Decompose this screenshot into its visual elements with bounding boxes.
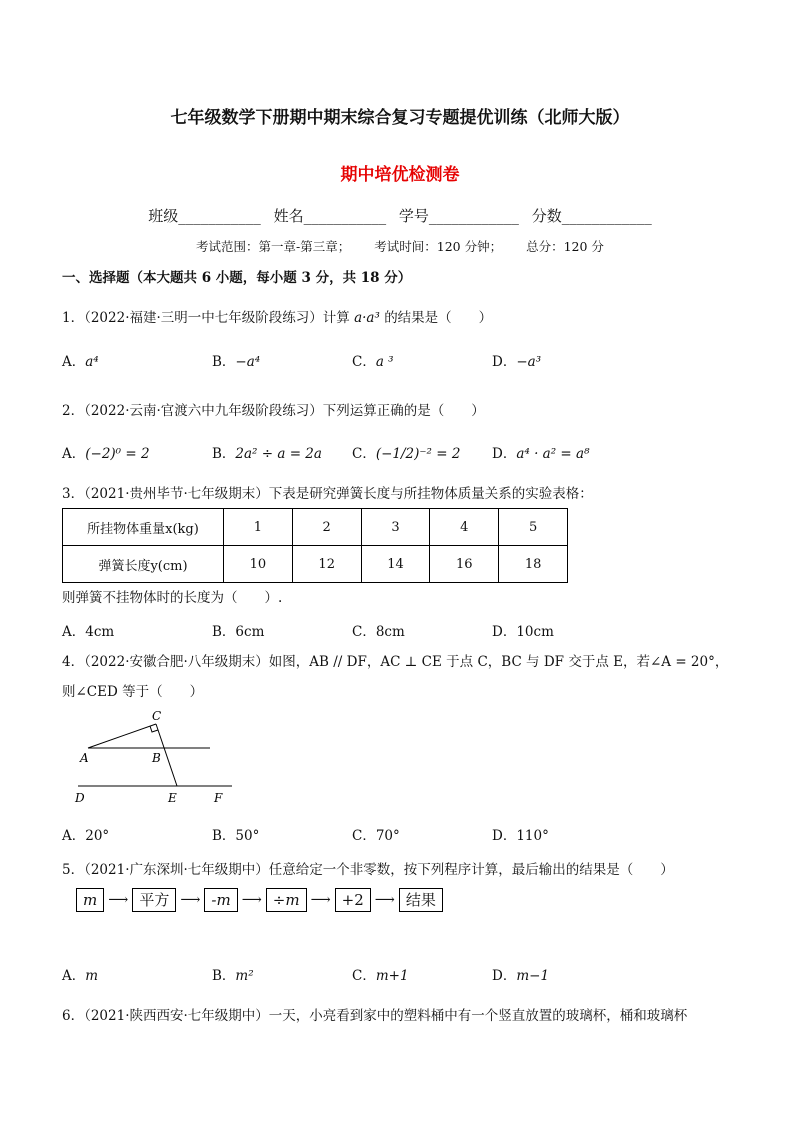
- question-2: 2．（2022·云南·官渡六中九年级阶段练习）下列运算正确的是（ ）: [62, 403, 485, 419]
- q1-option-b[interactable]: [212, 350, 260, 370]
- student-info-line: [0, 205, 800, 226]
- arrow-right-icon: ⟶: [374, 892, 395, 908]
- label-d: D: [75, 791, 85, 805]
- option-value: −a⁴: [235, 354, 261, 370]
- q3-option-d[interactable]: D．10cm: [492, 624, 554, 640]
- option-letter: C．: [352, 968, 376, 984]
- arrow-right-icon: ⟶: [241, 892, 262, 908]
- flow-step: +2: [335, 888, 371, 912]
- option-letter: B．: [212, 354, 236, 370]
- table-cell: 18: [499, 546, 568, 583]
- table-cell: 2: [292, 509, 361, 546]
- table-cell: 12: [292, 546, 361, 583]
- option-letter: D．: [492, 446, 517, 462]
- q5-option-b[interactable]: [212, 964, 254, 984]
- option-value: 2a² ÷ a = 2a: [235, 446, 322, 462]
- label-e: E: [168, 791, 177, 805]
- q5-option-d[interactable]: [492, 964, 549, 984]
- q1-expression: a·a³: [354, 310, 380, 326]
- q1-stem-a: 1．（2022·福建·三明一中七年级阶段练习）计算: [62, 310, 350, 326]
- q2-option-d[interactable]: [492, 442, 589, 462]
- exam-total: 总分：120 分: [526, 239, 604, 254]
- flow-step: -m: [204, 888, 237, 912]
- flow-step: ÷m: [266, 888, 307, 912]
- arrow-right-icon: ⟶: [310, 892, 331, 908]
- exam-scope: 考试范围：第一章-第三章；: [196, 239, 351, 254]
- flow-step: 平方: [132, 888, 176, 912]
- table-row: [63, 509, 568, 546]
- question-3: 3．（2021·贵州毕节·七年级期末）下表是研究弹簧长度与所挂物体质量关系的实验表格：: [62, 486, 593, 502]
- section-heading: 一、选择题（本大题共 6 小题，每小题 3 分，共 18 分）: [62, 270, 412, 286]
- question-6: 6．（2021·陕西西安·七年级期中）一天，小亮看到家中的塑料桶中有一个竖直放置的玻璃杯，桶和玻璃杯: [62, 1008, 688, 1024]
- table-row: [63, 546, 568, 583]
- document-subtitle: 期中培优检测卷: [340, 165, 460, 185]
- flow-step: m: [76, 888, 104, 912]
- table-cell: 1: [224, 509, 293, 546]
- option-value: (−2)⁰ = 2: [85, 446, 150, 462]
- score-field: 分数____________: [531, 207, 652, 225]
- q1-option-d[interactable]: [492, 350, 541, 370]
- option-value: m²: [235, 968, 254, 984]
- name-field: 姓名___________: [273, 207, 387, 225]
- q3-option-b[interactable]: B．6cm: [212, 624, 265, 640]
- data-table: [62, 508, 568, 583]
- table-cell: 10: [224, 546, 293, 583]
- exam-time: 考试时间：120 分钟；: [374, 239, 503, 254]
- q2-option-a[interactable]: [62, 442, 150, 462]
- q3-option-a[interactable]: A．4cm: [62, 624, 115, 640]
- id-field: 学号____________: [398, 207, 519, 225]
- q4-option-d[interactable]: D．110°: [492, 828, 549, 844]
- q2-option-c[interactable]: [352, 442, 460, 462]
- q3-follow: 则弹簧不挂物体时的长度为（ ）.: [62, 590, 283, 606]
- geometry-figure: [70, 706, 240, 806]
- q5-option-c[interactable]: [352, 964, 409, 984]
- arrow-right-icon: ⟶: [180, 892, 201, 908]
- option-letter: D．: [492, 968, 517, 984]
- label-f: F: [214, 791, 223, 805]
- option-value: a ³: [375, 354, 394, 370]
- question-4: 4．（2022·安徽合肥·八年级期末）如图，AB // DF，AC ⊥ CE 于点 C，BC 与 DF 交于点 E，若∠A = 20°，: [62, 654, 729, 670]
- arrow-right-icon: ⟶: [108, 892, 129, 908]
- question-5: 5．（2021·广东深圳·七年级期中）任意给定一个非零数，按下列程序计算，最后输出的结果是（ ）: [62, 862, 674, 878]
- q3-option-c[interactable]: C．8cm: [352, 624, 405, 640]
- question-4-line2: 则∠CED 等于（ ）: [62, 684, 204, 700]
- table-cell: 14: [361, 546, 430, 583]
- option-value: a⁴ · a² = a⁸: [516, 446, 590, 462]
- table-cell: 3: [361, 509, 430, 546]
- flowchart: [76, 888, 443, 912]
- option-letter: D．: [492, 354, 517, 370]
- option-value: (−1/2)⁻² = 2: [375, 446, 461, 462]
- table-header-cell: 弹簧长度y(cm): [63, 546, 224, 583]
- table-cell: 4: [430, 509, 499, 546]
- table-cell: 16: [430, 546, 499, 583]
- label-a: A: [80, 751, 89, 765]
- q4-option-a[interactable]: A．20°: [62, 828, 110, 844]
- option-value: m: [85, 968, 99, 984]
- q1-option-c[interactable]: [352, 350, 394, 370]
- option-value: m+1: [375, 968, 409, 984]
- label-c: C: [152, 709, 162, 723]
- flow-step: 结果: [399, 888, 443, 912]
- question-1: [62, 306, 492, 326]
- exam-info: [0, 237, 800, 255]
- option-letter: A．: [62, 446, 86, 462]
- option-letter: B．: [212, 446, 236, 462]
- option-letter: A．: [62, 968, 86, 984]
- q4-option-c[interactable]: C．70°: [352, 828, 400, 844]
- option-value: a⁴: [85, 354, 99, 370]
- option-letter: C．: [352, 354, 376, 370]
- q5-option-a[interactable]: [62, 964, 98, 984]
- option-letter: A．: [62, 354, 86, 370]
- q1-option-a[interactable]: [62, 350, 99, 370]
- class-field: 班级___________: [148, 207, 261, 225]
- label-b: B: [152, 751, 161, 765]
- q2-option-b[interactable]: [212, 442, 322, 462]
- q1-stem-b: 的结果是（ ）: [384, 310, 493, 326]
- option-letter: C．: [352, 446, 376, 462]
- document-title: 七年级数学下册期中期末综合复习专题提优训练（北师大版）: [170, 108, 630, 128]
- table-cell: 5: [499, 509, 568, 546]
- option-value: m−1: [516, 968, 550, 984]
- table-header-cell: 所挂物体重量x(kg): [63, 509, 224, 546]
- option-value: −a³: [516, 354, 542, 370]
- option-letter: B．: [212, 968, 236, 984]
- q4-option-b[interactable]: B．50°: [212, 828, 260, 844]
- segment-ac: [88, 724, 156, 748]
